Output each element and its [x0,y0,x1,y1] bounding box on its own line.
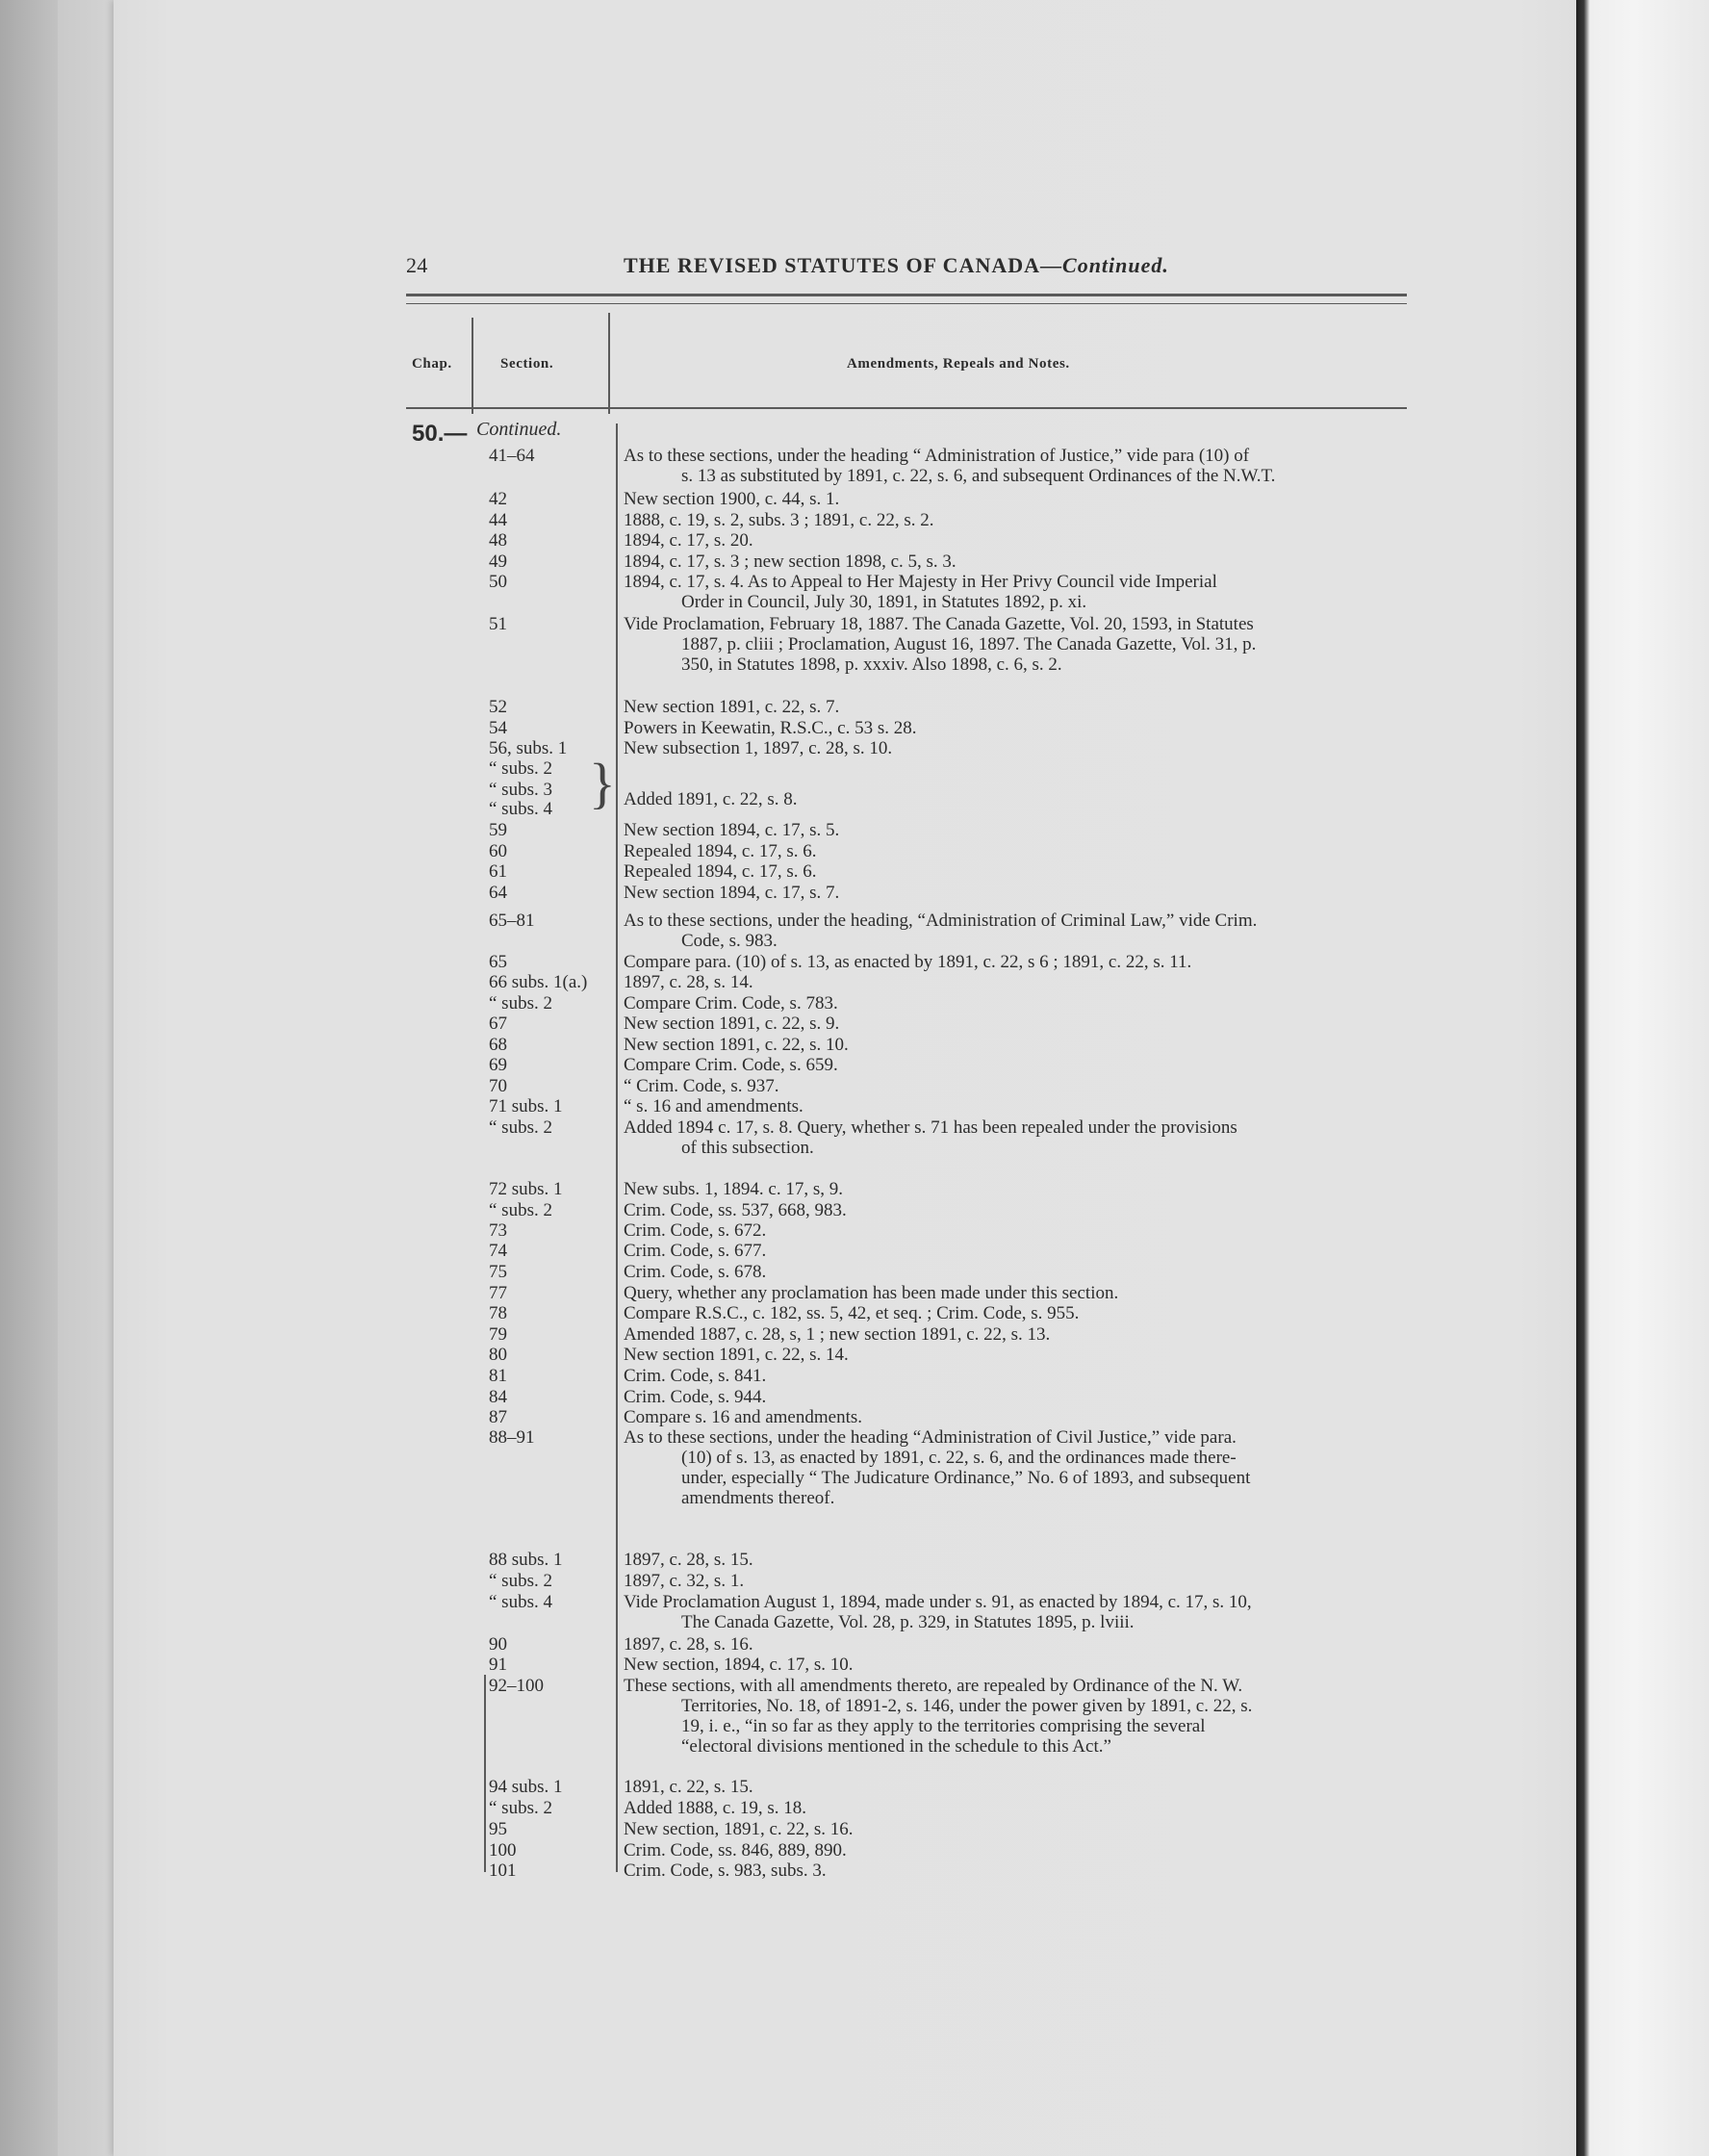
note-line: 1897, c. 28, s. 16. [624,1634,753,1655]
note-line: Repealed 1894, c. 17, s. 6. [624,861,817,882]
book-binding-edge [1576,0,1709,2156]
column-header-rule [406,407,1407,409]
note-line: Added 1891, c. 22, s. 8. [624,789,798,809]
note-line: “ Crim. Code, s. 937. [624,1076,779,1096]
note-line: “ s. 16 and amendments. [624,1096,803,1116]
section-cell: 73 [489,1220,507,1241]
running-title [624,253,1169,278]
running-title-suffix: Continued. [1062,253,1169,277]
note-line: Crim. Code, s. 672. [624,1220,767,1241]
note-line: New section 1894, c. 17, s. 7. [624,883,840,903]
section-cell: 78 [489,1303,507,1323]
column-header-chap: Chap. [412,356,452,372]
section-cell: 41–64 [489,446,535,466]
section-cell: 94 subs. 1 [489,1777,563,1797]
section-cell: “ subs. 2 [489,1200,552,1220]
section-cell: 65–81 [489,911,535,931]
note-line: Vide Proclamation, February 18, 1887. The Canada Gazette, Vol. 20, 1593, in Statutes [624,614,1254,634]
section-cell: 95 [489,1819,507,1839]
note-line: 1897, c. 28, s. 14. [624,972,753,992]
note-line: Crim. Code, s. 677. [624,1241,767,1261]
note-line: Compare Crim. Code, s. 659. [624,1055,838,1075]
section-cell: 66 subs. 1(a.) [489,972,588,992]
note-line: New section, 1894, c. 17, s. 10. [624,1655,854,1675]
note-line: Crim. Code, s. 841. [624,1366,767,1386]
note-line: s. 13 as substituted by 1891, c. 22, s. 6, and subsequent Ordinances of the N.W.T. [681,466,1276,486]
section-cell: 52 [489,697,507,717]
section-cell: 87 [489,1407,507,1427]
section-cell: 67 [489,1014,507,1034]
section-cell: 72 subs. 1 [489,1179,563,1199]
note-line: Compare R.S.C., c. 182, ss. 5, 42, et seq. ; Crim. Code, s. 955. [624,1303,1080,1323]
section-cell: “ subs. 2 [489,758,552,779]
note-line: As to these sections, under the heading “ Administration of Justice,” vide para (10) of [624,446,1250,466]
note-line: Territories, No. 18, of 1891-2, s. 146, under the power given by 1891, c. 22, s. [681,1696,1253,1716]
section-cell: 91 [489,1655,507,1675]
note-line: 1888, c. 19, s. 2, subs. 3 ; 1891, c. 22, s. 2. [624,510,934,530]
note-line: Compare para. (10) of s. 13, as enacted by 1891, c. 22, s 6 ; 1891, c. 22, s. 11. [624,952,1192,972]
chapter-number: 50.— [412,421,468,447]
subsection-brace: } [589,752,616,814]
note-line: “electoral divisions mentioned in the schedule to this Act.” [681,1736,1111,1757]
note-line: of this subsection. [681,1138,814,1158]
section-cell: 50 [489,572,507,592]
section-cell: 84 [489,1387,507,1407]
note-line: (10) of s. 13, as enacted by 1891, c. 22, s. 6, and the ordinances made there- [681,1448,1237,1468]
note-line: Crim. Code, ss. 537, 668, 983. [624,1200,847,1220]
note-line: 1887, p. cliii ; Proclamation, August 16, 1897. The Canada Gazette, Vol. 31, p. [681,634,1257,654]
section-cell: 65 [489,952,507,972]
note-line: Crim. Code, s. 983, subs. 3. [624,1861,827,1881]
note-line: New section 1891, c. 22, s. 7. [624,697,840,717]
section-cell: 60 [489,841,507,861]
column-divider-section-body [616,424,618,1872]
column-header-notes: Amendments, Repeals and Notes. [847,356,1070,372]
note-line: Crim. Code, ss. 846, 889, 890. [624,1840,847,1861]
section-cell: 44 [489,510,507,530]
section-cell: 69 [489,1055,507,1075]
note-line: As to these sections, under the heading “Administration of Civil Justice,” vide para. [624,1427,1237,1448]
note-line: 1894, c. 17, s. 4. As to Appeal to Her Majesty in Her Privy Council vide Imperial [624,572,1217,592]
note-line: New section 1894, c. 17, s. 5. [624,820,840,840]
section-cell: 71 subs. 1 [489,1096,563,1116]
section-cell: 101 [489,1861,517,1881]
note-line: 1894, c. 17, s. 3 ; new section 1898, c. 5, s. 3. [624,552,957,572]
section-cell: 64 [489,883,507,903]
column-divider-chap [472,318,473,414]
section-cell: 100 [489,1840,517,1861]
note-line: under, especially “ The Judicature Ordinance,” No. 6 of 1893, and subsequent [681,1468,1251,1488]
column-header-section: Section. [500,356,554,372]
section-cell: 77 [489,1283,507,1303]
column-divider-section [608,313,610,414]
section-cell: 92–100 [489,1676,544,1696]
running-title-text: THE REVISED STATUTES OF CANADA— [624,253,1063,277]
note-line: Order in Council, July 30, 1891, in Statutes 1892, p. xi. [681,592,1087,612]
note-line: Added 1894 c. 17, s. 8. Query, whether s. 71 has been repealed under the provisions [624,1117,1237,1138]
section-cell: 81 [489,1366,507,1386]
note-line: 350, in Statutes 1898, p. xxxiv. Also 1898, c. 6, s. 2. [681,654,1062,675]
note-line: amendments thereof. [681,1488,835,1508]
section-cell: 88 subs. 1 [489,1550,563,1570]
section-cell: “ subs. 3 [489,780,552,800]
section-cell: “ subs. 4 [489,799,552,819]
column-divider-chap-body [484,1675,486,1872]
note-line: New section 1891, c. 22, s. 9. [624,1014,840,1034]
note-line: 1891, c. 22, s. 15. [624,1777,753,1797]
section-cell: “ subs. 2 [489,1571,552,1591]
note-line: Compare Crim. Code, s. 783. [624,993,838,1014]
note-line: Added 1888, c. 19, s. 18. [624,1798,806,1818]
page-number: 24 [406,253,428,277]
section-cell: 59 [489,820,507,840]
note-line: New section 1891, c. 22, s. 10. [624,1035,849,1055]
section-cell: 79 [489,1324,507,1345]
note-line: 1897, c. 32, s. 1. [624,1571,745,1591]
note-line: 1897, c. 28, s. 15. [624,1550,753,1570]
note-line: Query, whether any proclamation has been made under this section. [624,1283,1119,1303]
note-line: New subsection 1, 1897, c. 28, s. 10. [624,738,893,758]
note-line: New section, 1891, c. 22, s. 16. [624,1819,854,1839]
note-line: These sections, with all amendments thereto, are repealed by Ordinance of the N. W. [624,1676,1243,1696]
section-cell: 74 [489,1241,507,1261]
note-line: 1894, c. 17, s. 20. [624,530,753,551]
note-line: Crim. Code, s. 944. [624,1387,767,1407]
section-cell: 90 [489,1634,507,1655]
page-gutter-shadow [0,0,58,2156]
note-line: New section 1891, c. 22, s. 14. [624,1345,849,1365]
section-cell: 56, subs. 1 [489,738,568,758]
section-cell: 80 [489,1345,507,1365]
note-line: As to these sections, under the heading, “Administration of Criminal Law,” vide Crim. [624,911,1258,931]
section-cell: 75 [489,1262,507,1282]
header-top-rule-thin [406,303,1407,304]
section-cell: “ subs. 4 [489,1592,552,1612]
section-cell: 68 [489,1035,507,1055]
header-top-rule [406,294,1407,296]
section-cell: 51 [489,614,507,634]
note-line: Compare s. 16 and amendments. [624,1407,863,1427]
chapter-continued-label: Continued. [476,419,562,440]
section-cell: “ subs. 2 [489,993,552,1014]
note-line: Crim. Code, s. 678. [624,1262,767,1282]
section-cell: 42 [489,489,507,509]
section-cell: 54 [489,718,507,738]
note-line: Powers in Keewatin, R.S.C., c. 53 s. 28. [624,718,917,738]
section-cell: 61 [489,861,507,882]
note-line: Vide Proclamation August 1, 1894, made under s. 91, as enacted by 1894, c. 17, s. 10, [624,1592,1252,1612]
section-cell: “ subs. 2 [489,1117,552,1138]
section-cell: 49 [489,552,507,572]
note-line: Code, s. 983. [681,931,778,951]
section-cell: 88–91 [489,1427,535,1448]
section-cell: “ subs. 2 [489,1798,552,1818]
note-line: New section 1900, c. 44, s. 1. [624,489,840,509]
note-line: 19, i. e., “in so far as they apply to the territories comprising the several [681,1716,1206,1736]
note-line: Repealed 1894, c. 17, s. 6. [624,841,817,861]
note-line: The Canada Gazette, Vol. 28, p. 329, in Statutes 1895, p. lviii. [681,1612,1135,1632]
section-cell: 48 [489,530,507,551]
note-line: Amended 1887, c. 28, s, 1 ; new section 1891, c. 22, s. 13. [624,1324,1051,1345]
section-cell: 70 [489,1076,507,1096]
note-line: New subs. 1, 1894. c. 17, s, 9. [624,1179,843,1199]
